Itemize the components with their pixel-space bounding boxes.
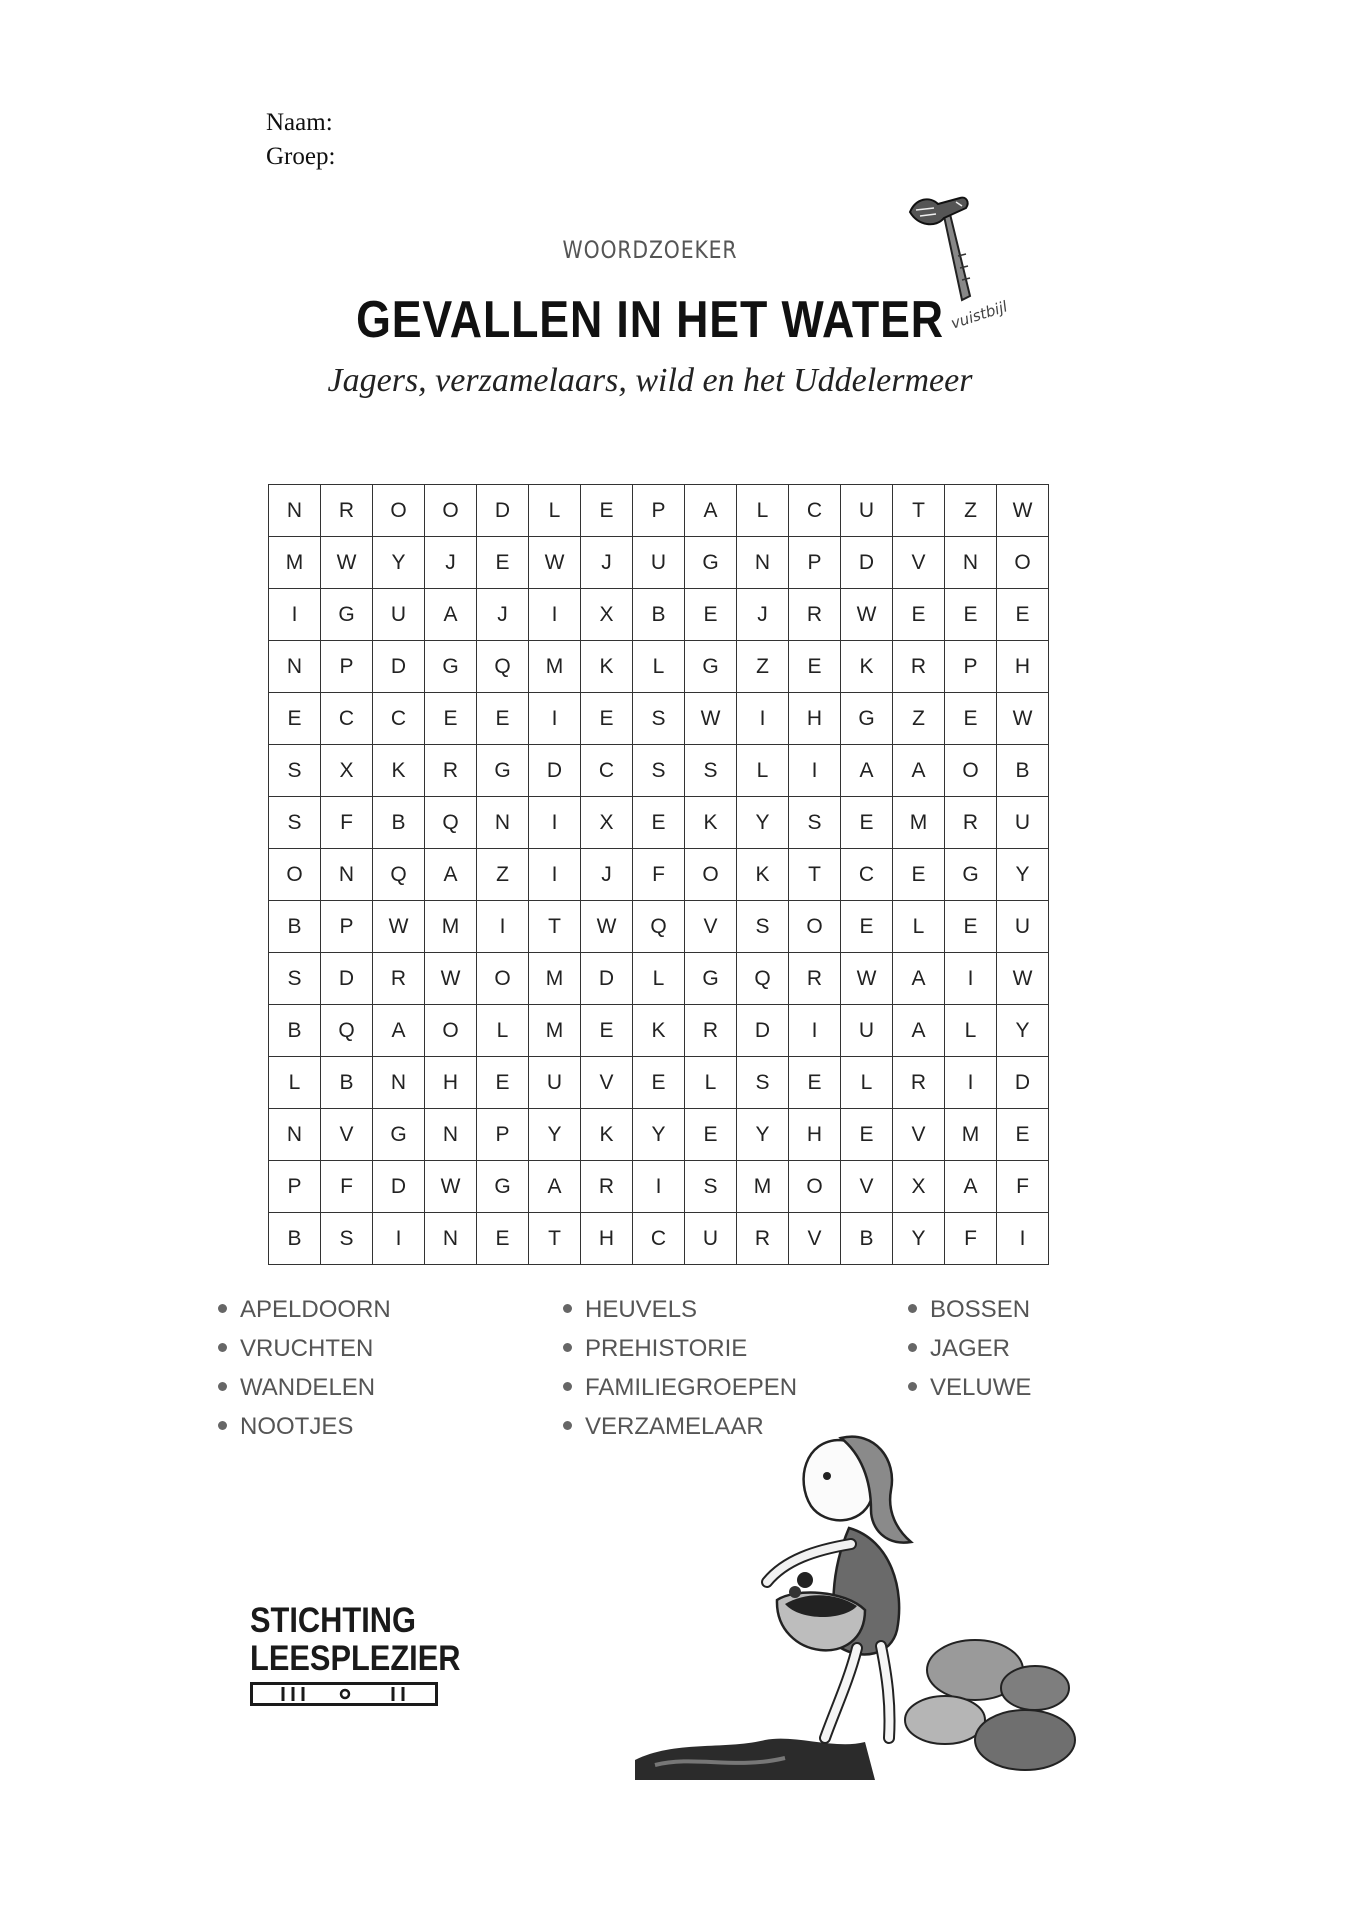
name-label: Naam: xyxy=(266,109,333,136)
grid-cell: U xyxy=(373,589,425,641)
grid-cell: A xyxy=(893,1005,945,1057)
grid-cell: I xyxy=(477,901,529,953)
grid-row xyxy=(269,849,1049,901)
grid-cell: N xyxy=(269,641,321,693)
grid-cell: W xyxy=(425,953,477,1005)
grid-cell: U xyxy=(997,901,1049,953)
grid-cell: K xyxy=(737,849,789,901)
grid-row xyxy=(269,1161,1049,1213)
grid-cell: W xyxy=(841,953,893,1005)
grid-cell: S xyxy=(269,797,321,849)
grid-cell: W xyxy=(997,485,1049,537)
grid-cell: W xyxy=(581,901,633,953)
grid-cell: M xyxy=(529,641,581,693)
grid-cell: E xyxy=(841,797,893,849)
grid-cell: J xyxy=(581,849,633,901)
grid-cell: R xyxy=(737,1213,789,1265)
grid-cell: Z xyxy=(477,849,529,901)
grid-cell: E xyxy=(477,1057,529,1109)
grid-cell: Q xyxy=(373,849,425,901)
word-list-item xyxy=(908,1294,1031,1333)
word-list-item xyxy=(908,1372,1031,1411)
grid-cell: Z xyxy=(737,641,789,693)
grid-cell: P xyxy=(269,1161,321,1213)
grid-cell: I xyxy=(789,745,841,797)
grid-cell: A xyxy=(893,745,945,797)
grid-cell: V xyxy=(893,537,945,589)
grid-row xyxy=(269,1109,1049,1161)
grid-cell: D xyxy=(841,537,893,589)
grid-cell: Y xyxy=(997,849,1049,901)
grid-cell: E xyxy=(477,693,529,745)
grid-cell: U xyxy=(529,1057,581,1109)
grid-cell: J xyxy=(581,537,633,589)
bullet-icon xyxy=(218,1304,227,1313)
grid-cell: D xyxy=(529,745,581,797)
grid-cell: E xyxy=(685,589,737,641)
grid-cell: L xyxy=(633,953,685,1005)
grid-cell: L xyxy=(737,745,789,797)
grid-cell: D xyxy=(737,1005,789,1057)
bullet-icon xyxy=(908,1304,917,1313)
grid-cell: W xyxy=(997,953,1049,1005)
word-list-item xyxy=(218,1333,391,1372)
grid-cell: O xyxy=(789,901,841,953)
grid-cell: F xyxy=(321,797,373,849)
grid-row xyxy=(269,1005,1049,1057)
grid-cell: R xyxy=(893,641,945,693)
word-list-item xyxy=(218,1294,391,1333)
grid-cell: Y xyxy=(633,1109,685,1161)
grid-cell: A xyxy=(529,1161,581,1213)
grid-cell: K xyxy=(581,1109,633,1161)
word-text: VRUCHTEN xyxy=(240,1335,374,1362)
word-text: NOOTJES xyxy=(240,1413,354,1440)
bullet-icon xyxy=(218,1343,227,1352)
grid-cell: Y xyxy=(737,797,789,849)
grid-cell: S xyxy=(269,953,321,1005)
grid-cell: R xyxy=(373,953,425,1005)
grid-cell: Z xyxy=(893,693,945,745)
word-text: FAMILIEGROEPEN xyxy=(585,1374,798,1401)
bullet-icon xyxy=(563,1421,572,1430)
grid-cell: F xyxy=(321,1161,373,1213)
grid-cell: N xyxy=(321,849,373,901)
grid-cell: O xyxy=(373,485,425,537)
grid-cell: A xyxy=(373,1005,425,1057)
bullet-icon xyxy=(218,1421,227,1430)
grid-cell: P xyxy=(789,537,841,589)
grid-row xyxy=(269,485,1049,537)
grid-cell: S xyxy=(789,797,841,849)
grid-cell: E xyxy=(269,693,321,745)
grid-cell: O xyxy=(997,537,1049,589)
grid-cell: M xyxy=(269,537,321,589)
axe-caption: vuistbijl xyxy=(948,297,1010,333)
grid-cell: W xyxy=(685,693,737,745)
grid-cell: B xyxy=(269,1213,321,1265)
grid-cell: I xyxy=(373,1213,425,1265)
grid-cell: E xyxy=(581,693,633,745)
grid-cell: L xyxy=(685,1057,737,1109)
grid-cell: M xyxy=(945,1109,997,1161)
grid-cell: R xyxy=(789,953,841,1005)
grid-cell: X xyxy=(893,1161,945,1213)
grid-cell: C xyxy=(633,1213,685,1265)
word-list-column-1 xyxy=(218,1294,391,1450)
grid-cell: J xyxy=(425,537,477,589)
grid-cell: T xyxy=(529,901,581,953)
grid-cell: D xyxy=(581,953,633,1005)
grid-cell: I xyxy=(269,589,321,641)
grid-cell: W xyxy=(425,1161,477,1213)
grid-cell: H xyxy=(789,1109,841,1161)
page-subtitle: Jagers, verzamelaars, wild en het Uddelermeer xyxy=(327,362,973,399)
grid-cell: A xyxy=(841,745,893,797)
word-list-item xyxy=(563,1333,797,1372)
grid-cell: N xyxy=(269,485,321,537)
grid-cell: E xyxy=(893,589,945,641)
grid-row xyxy=(269,745,1049,797)
word-text: VELUWE xyxy=(930,1374,1032,1401)
grid-cell: S xyxy=(321,1213,373,1265)
grid-cell: E xyxy=(685,1109,737,1161)
grid-cell: G xyxy=(945,849,997,901)
grid-cell: C xyxy=(321,693,373,745)
grid-cell: I xyxy=(945,953,997,1005)
grid-cell: M xyxy=(425,901,477,953)
grid-cell: E xyxy=(841,901,893,953)
grid-cell: V xyxy=(321,1109,373,1161)
grid-cell: K xyxy=(841,641,893,693)
grid-cell: L xyxy=(269,1057,321,1109)
grid-cell: E xyxy=(789,1057,841,1109)
grid-cell: N xyxy=(737,537,789,589)
grid-cell: R xyxy=(893,1057,945,1109)
worksheet-kicker: WOORDZOEKER xyxy=(562,236,738,264)
grid-cell: N xyxy=(269,1109,321,1161)
grid-cell: S xyxy=(633,745,685,797)
grid-cell: Y xyxy=(893,1213,945,1265)
grid-cell: I xyxy=(529,693,581,745)
grid-cell: L xyxy=(529,485,581,537)
grid-cell: R xyxy=(685,1005,737,1057)
grid-row xyxy=(269,797,1049,849)
grid-cell: N xyxy=(477,797,529,849)
bullet-icon xyxy=(563,1343,572,1352)
grid-cell: H xyxy=(997,641,1049,693)
grid-cell: R xyxy=(321,485,373,537)
grid-cell: P xyxy=(945,641,997,693)
grid-cell: Y xyxy=(737,1109,789,1161)
grid-row xyxy=(269,641,1049,693)
grid-cell: R xyxy=(425,745,477,797)
grid-cell: H xyxy=(425,1057,477,1109)
grid-cell: A xyxy=(425,849,477,901)
grid-cell: X xyxy=(581,589,633,641)
grid-cell: L xyxy=(477,1005,529,1057)
grid-cell: E xyxy=(945,901,997,953)
grid-cell: D xyxy=(477,485,529,537)
grid-cell: K xyxy=(373,745,425,797)
student-fields xyxy=(266,106,335,174)
grid-cell: E xyxy=(789,641,841,693)
grid-cell: W xyxy=(373,901,425,953)
grid-cell: B xyxy=(633,589,685,641)
grid-cell: G xyxy=(841,693,893,745)
grid-cell: E xyxy=(841,1109,893,1161)
word-text: WANDELEN xyxy=(240,1374,376,1401)
grid-cell: C xyxy=(841,849,893,901)
grid-cell: R xyxy=(945,797,997,849)
grid-cell: G xyxy=(685,537,737,589)
grid-cell: W xyxy=(841,589,893,641)
grid-cell: N xyxy=(945,537,997,589)
grid-cell: B xyxy=(841,1213,893,1265)
grid-cell: X xyxy=(581,797,633,849)
word-text: APELDOORN xyxy=(240,1296,391,1323)
grid-cell: B xyxy=(321,1057,373,1109)
page-title: GEVALLEN IN HET WATER xyxy=(356,291,944,349)
grid-row xyxy=(269,537,1049,589)
logo-line-2: LEESPLEZIER xyxy=(250,1639,461,1678)
grid-cell: E xyxy=(581,1005,633,1057)
bullet-icon xyxy=(563,1304,572,1313)
grid-cell: F xyxy=(945,1213,997,1265)
word-list-item xyxy=(218,1372,391,1411)
grid-cell: L xyxy=(841,1057,893,1109)
grid-cell: I xyxy=(529,589,581,641)
grid-cell: I xyxy=(945,1057,997,1109)
grid-cell: R xyxy=(789,589,841,641)
grid-cell: X xyxy=(321,745,373,797)
grid-cell: D xyxy=(997,1057,1049,1109)
grid-cell: P xyxy=(477,1109,529,1161)
grid-cell: J xyxy=(737,589,789,641)
hand-axe-icon xyxy=(900,186,990,316)
grid-cell: N xyxy=(425,1213,477,1265)
grid-cell: M xyxy=(737,1161,789,1213)
grid-cell: G xyxy=(373,1109,425,1161)
grid-cell: V xyxy=(841,1161,893,1213)
grid-cell: D xyxy=(321,953,373,1005)
grid-cell: Q xyxy=(425,797,477,849)
grid-cell: E xyxy=(425,693,477,745)
grid-cell: Q xyxy=(477,641,529,693)
grid-cell: A xyxy=(685,485,737,537)
grid-row xyxy=(269,693,1049,745)
grid-cell: P xyxy=(321,641,373,693)
grid-cell: E xyxy=(997,589,1049,641)
grid-cell: E xyxy=(477,537,529,589)
bullet-icon xyxy=(218,1382,227,1391)
grid-cell: U xyxy=(633,537,685,589)
grid-cell: Y xyxy=(529,1109,581,1161)
grid-cell: O xyxy=(945,745,997,797)
grid-cell: N xyxy=(373,1057,425,1109)
grid-cell: I xyxy=(529,849,581,901)
grid-cell: G xyxy=(321,589,373,641)
grid-cell: E xyxy=(633,797,685,849)
word-list-item xyxy=(563,1294,797,1333)
grid-cell: S xyxy=(633,693,685,745)
grid-cell: B xyxy=(269,901,321,953)
grid-cell: E xyxy=(581,485,633,537)
grid-cell: M xyxy=(529,1005,581,1057)
grid-cell: E xyxy=(945,589,997,641)
grid-cell: W xyxy=(529,537,581,589)
grid-cell: V xyxy=(581,1057,633,1109)
word-list-item xyxy=(908,1333,1031,1372)
word-text: HEUVELS xyxy=(585,1296,698,1323)
word-search-grid xyxy=(268,484,1049,1265)
grid-cell: J xyxy=(477,589,529,641)
word-list-column-3 xyxy=(908,1294,1031,1411)
child-gatherer-illustration xyxy=(635,1420,1085,1800)
grid-cell: L xyxy=(893,901,945,953)
grid-cell: S xyxy=(685,1161,737,1213)
grid-cell: O xyxy=(789,1161,841,1213)
grid-cell: E xyxy=(633,1057,685,1109)
grid-row xyxy=(269,1057,1049,1109)
grid-cell: U xyxy=(841,1005,893,1057)
grid-cell: C xyxy=(789,485,841,537)
grid-cell: A xyxy=(425,589,477,641)
grid-cell: T xyxy=(893,485,945,537)
grid-cell: W xyxy=(997,693,1049,745)
grid-cell: C xyxy=(373,693,425,745)
grid-cell: T xyxy=(789,849,841,901)
grid-cell: D xyxy=(373,641,425,693)
grid-cell: E xyxy=(945,693,997,745)
grid-cell: E xyxy=(997,1109,1049,1161)
word-list-item xyxy=(563,1372,797,1411)
grid-row xyxy=(269,1213,1049,1265)
grid-cell: Q xyxy=(737,953,789,1005)
logo-line-1: STICHTING xyxy=(250,1601,416,1640)
bullet-icon xyxy=(908,1343,917,1352)
grid-cell: K xyxy=(581,641,633,693)
grid-cell: S xyxy=(737,1057,789,1109)
grid-cell: U xyxy=(997,797,1049,849)
grid-cell: P xyxy=(633,485,685,537)
word-text: PREHISTORIE xyxy=(585,1335,748,1362)
grid-cell: M xyxy=(529,953,581,1005)
grid-cell: L xyxy=(633,641,685,693)
grid-cell: W xyxy=(321,537,373,589)
group-label: Groep: xyxy=(266,143,336,170)
grid-cell: B xyxy=(269,1005,321,1057)
grid-cell: Y xyxy=(997,1005,1049,1057)
grid-cell: O xyxy=(425,485,477,537)
word-text: VERZAMELAAR xyxy=(585,1413,764,1440)
bullet-icon xyxy=(563,1382,572,1391)
grid-cell: O xyxy=(269,849,321,901)
grid-cell: L xyxy=(945,1005,997,1057)
grid-cell: Z xyxy=(945,485,997,537)
grid-cell: K xyxy=(633,1005,685,1057)
grid-cell: I xyxy=(789,1005,841,1057)
grid-cell: A xyxy=(893,953,945,1005)
grid-cell: B xyxy=(997,745,1049,797)
grid-cell: G xyxy=(477,1161,529,1213)
grid-cell: G xyxy=(685,641,737,693)
grid-row xyxy=(269,589,1049,641)
logo-bookshelf-icon xyxy=(250,1682,438,1706)
grid-cell: O xyxy=(685,849,737,901)
grid-cell: F xyxy=(633,849,685,901)
grid-cell: R xyxy=(581,1161,633,1213)
grid-cell: M xyxy=(893,797,945,849)
grid-cell: H xyxy=(581,1213,633,1265)
grid-cell: V xyxy=(789,1213,841,1265)
grid-cell: G xyxy=(425,641,477,693)
grid-cell: G xyxy=(477,745,529,797)
grid-cell: O xyxy=(425,1005,477,1057)
grid-row xyxy=(269,901,1049,953)
grid-cell: D xyxy=(373,1161,425,1213)
grid-cell: B xyxy=(373,797,425,849)
stichting-leesplezier-logo xyxy=(250,1602,489,1706)
grid-cell: E xyxy=(893,849,945,901)
grid-cell: N xyxy=(425,1109,477,1161)
grid-cell: G xyxy=(685,953,737,1005)
grid-cell: S xyxy=(737,901,789,953)
grid-cell: I xyxy=(997,1213,1049,1265)
grid-cell: I xyxy=(737,693,789,745)
grid-cell: I xyxy=(529,797,581,849)
grid-cell: L xyxy=(737,485,789,537)
grid-cell: V xyxy=(893,1109,945,1161)
grid-cell: I xyxy=(633,1161,685,1213)
grid-cell: P xyxy=(321,901,373,953)
grid-cell: C xyxy=(581,745,633,797)
grid-cell: Q xyxy=(321,1005,373,1057)
grid-cell: S xyxy=(269,745,321,797)
grid-cell: O xyxy=(477,953,529,1005)
grid-cell: U xyxy=(685,1213,737,1265)
grid-cell: H xyxy=(789,693,841,745)
grid-cell: U xyxy=(841,485,893,537)
grid-cell: Y xyxy=(373,537,425,589)
grid-cell: E xyxy=(477,1213,529,1265)
grid-cell: Q xyxy=(633,901,685,953)
word-list-item xyxy=(218,1411,391,1450)
grid-row xyxy=(269,953,1049,1005)
grid-cell: T xyxy=(529,1213,581,1265)
grid-cell: F xyxy=(997,1161,1049,1213)
word-text: BOSSEN xyxy=(930,1296,1031,1323)
grid-cell: V xyxy=(685,901,737,953)
grid-cell: K xyxy=(685,797,737,849)
bullet-icon xyxy=(908,1382,917,1391)
word-text: JAGER xyxy=(930,1335,1011,1362)
grid-cell: S xyxy=(685,745,737,797)
grid-cell: A xyxy=(945,1161,997,1213)
